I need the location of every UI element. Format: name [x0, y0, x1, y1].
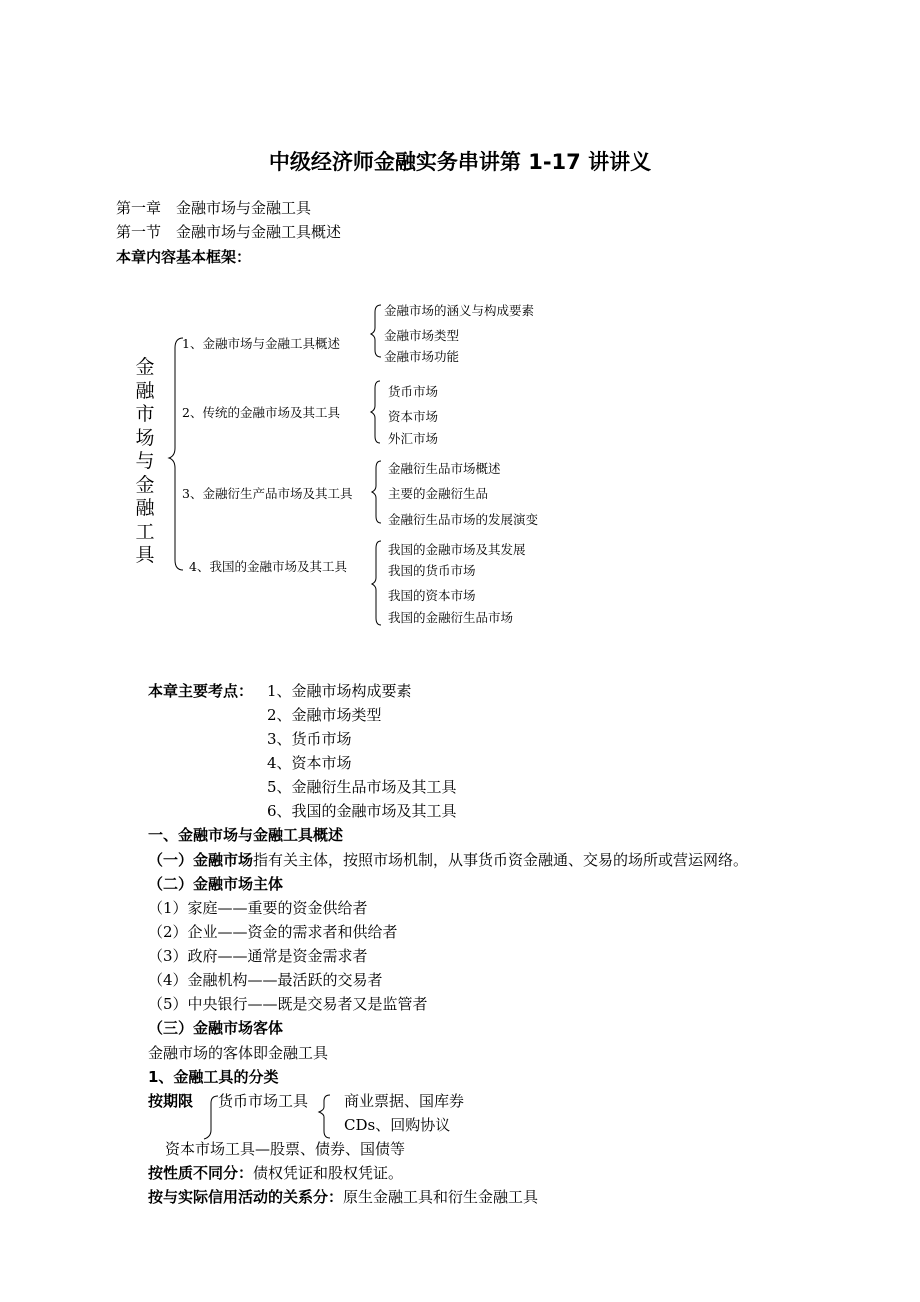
branch1-brace: [371, 305, 381, 357]
framework-label: 本章内容基本框架：: [116, 248, 252, 266]
root-char: 场: [135, 426, 155, 449]
market-definition-term: （一）金融市场: [148, 851, 254, 869]
key-points-label: 本章主要考点：: [148, 682, 254, 700]
leaf-item: 金融衍生品市场的发展演变: [388, 512, 539, 527]
root-char: 融: [135, 497, 155, 519]
leaf-item: 货币市场: [388, 384, 439, 399]
branch4-brace: [372, 541, 381, 625]
by-nature-label: 按性质不同分：: [148, 1164, 254, 1182]
by-term-label: 按期限: [148, 1092, 194, 1110]
subject-item: （3）政府——通常是资金需求者: [148, 947, 368, 965]
leaf-item: 外汇市场: [388, 431, 439, 446]
by-credit: [148, 1186, 538, 1207]
leaf-item: 主要的金融衍生品: [388, 486, 489, 501]
main-brace: [169, 338, 183, 570]
capital-tools: 资本市场工具—股票、债券、国债等: [165, 1140, 406, 1158]
objects-text: 金融市场的客体即金融工具: [148, 1044, 329, 1062]
branch-label: 3、金融衍生产品市场及其工具: [182, 486, 353, 501]
leaf-item: 我国的资本市场: [388, 588, 476, 603]
leaf-item: 我国的货币市场: [388, 563, 476, 578]
root-char: 融: [135, 379, 155, 402]
section-1-title: 一、金融市场与金融工具概述: [148, 826, 344, 844]
branch2-brace: [371, 381, 380, 443]
branch3-brace: [372, 461, 381, 523]
root-char: 市: [135, 403, 155, 425]
page-title: 中级经济师金融实务串讲第 1-17 讲讲义: [268, 150, 652, 174]
root-char: 具: [135, 544, 155, 566]
root-char: 与: [135, 450, 155, 472]
key-point: 6、我国的金融市场及其工具: [267, 802, 457, 820]
branch-label: 1、金融市场与金融工具概述: [182, 336, 340, 351]
key-point: 1、金融市场构成要素: [267, 682, 412, 700]
chapter-heading: 第一章 金融市场与金融工具: [116, 199, 312, 217]
market-definition: [148, 849, 748, 870]
classification-title: 1、金融工具的分类: [148, 1068, 279, 1086]
key-point: 2、金融市场类型: [267, 706, 382, 724]
leaf-item: 金融市场的涵义与构成要素: [384, 303, 535, 318]
leaf-item: 金融衍生品市场概述: [388, 461, 501, 476]
by-credit-text: 原生金融工具和衍生金融工具: [343, 1188, 539, 1206]
leaf-item: 金融市场类型: [384, 328, 460, 343]
leaf-item: 金融市场功能: [384, 349, 460, 364]
by-nature: [148, 1162, 403, 1183]
key-point: 4、资本市场: [267, 754, 352, 772]
money-item: 商业票据、国库券: [344, 1092, 465, 1110]
key-point: 5、金融衍生品市场及其工具: [267, 778, 457, 796]
subject-item: （1）家庭——重要的资金供给者: [148, 899, 368, 917]
root-char: 工: [135, 520, 155, 543]
subject-item: （2）企业——资金的需求者和供给者: [148, 923, 398, 941]
subject-item: （4）金融机构——最活跃的交易者: [148, 971, 383, 989]
term-bracket: [204, 1096, 218, 1139]
root-char: 金: [135, 356, 155, 378]
branch-label: 2、传统的金融市场及其工具: [182, 405, 340, 420]
subject-item: （5）中央银行——既是交易者又是监管者: [148, 995, 428, 1013]
money-tools: 货币市场工具: [218, 1092, 309, 1110]
root-char: 金: [135, 473, 155, 496]
money-brace: [319, 1095, 330, 1138]
objects-title: （三）金融市场客体: [148, 1019, 284, 1037]
by-credit-label: 按与实际信用活动的关系分：: [148, 1188, 344, 1206]
market-definition-text: 指有关主体，按照市场机制，从事货币资金融通、交易的场所或营运网络。: [253, 851, 749, 869]
subjects-title: （二）金融市场主体: [148, 875, 284, 893]
leaf-item: 资本市场: [388, 409, 439, 424]
by-nature-text: 债权凭证和股权凭证。: [253, 1164, 404, 1182]
branch-label: 4、我国的金融市场及其工具: [189, 559, 347, 574]
leaf-item: 我国的金融衍生品市场: [388, 610, 514, 625]
key-point: 3、货币市场: [267, 730, 352, 748]
section-heading: 第一节 金融市场与金融工具概述: [116, 223, 342, 241]
leaf-item: 我国的金融市场及其发展: [388, 542, 526, 557]
money-item: CDs、回购协议: [344, 1116, 451, 1134]
